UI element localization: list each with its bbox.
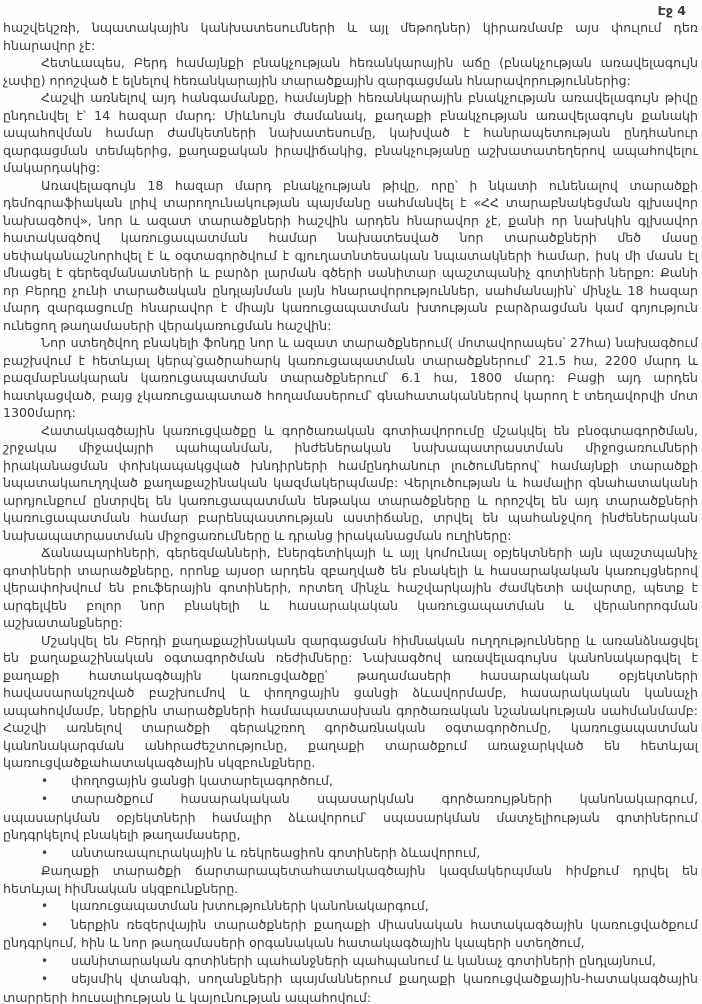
paragraph: Առավելագույն 18 հազար մարդ բնակչության թիվը, որը՝ ի նկատի ունենալով տարածքի դեմոգրաֆիական լրիվ տարողունակության պայմանը սահմանվել է «ՀՀ տարաբնակեցման գլխավոր նախագծով», նոր և ազատ տարածքների հաշվին արդեն հնարավոր չէ, քանի որ նախկին գլխավոր հատակագծով կառուցապատման համար նախատեսված նոր տարածքների մեծ մասը սեփականաշնորհվել է և օգտագործվում է գյուղատնտեսական նպատակների համար, իսկ մի մասն էլ մնացել է գերեզմանատների և բարձր լարման գծերի սանիտար պաշտպանիչ գոտիների ներքո: Քանի որ Բերդը չունի տարածական ընդլայնման լայն հնարավորություններ, սահմանային՝ մինչև 18 հազար մարդ զարգացումը հնարավոր է միայն կառուցապատման խտության բարձրացման կամ գոյություն ունեցող թաղամասերի վերակառուցման հաշվին: bbox=[3, 177, 698, 333]
bullet-icon: • bbox=[41, 773, 49, 788]
bullet-icon: • bbox=[41, 899, 49, 913]
bullet-text: սանիտարական գոտիների պահանջների պահպանում և կանաչ գոտիների ընդլայնում, bbox=[71, 952, 656, 968]
bullet-text: անտառապուրակային և ռեկրեացիոն գոտիների ձևավորում, bbox=[71, 844, 481, 860]
bullet-text: սեյսմիկ վտանգի, սողանքների պայմաններում քաղաքի կառուցվածքային-հատակագծային տարրերի հուսալիության և կայունության ապահովում: bbox=[3, 971, 698, 1004]
bullet-item bbox=[3, 790, 698, 844]
bullet-text: փողոցային ցանցի կատարելագործում, bbox=[71, 772, 333, 788]
paragraph: հաշվեկշռի, նպատակային կանխատեսումների և այլ մեթոդներ) կիրառմամբ այս փուլում դեռ հնարավոր չէ: bbox=[3, 20, 698, 53]
paragraph: Ճանապարհների, գերեզմանների, էներգետիկայի և այլ կոմունալ օբյեկտների այն պաշտպանիչ գոտիների տարածքները, որոնք այսօր արդեն զբաղված են բնակելի և հասարակական կառույցներով վերափոխվում են բուֆերային գոտիների, որտեղ մինչև հաշվարկային ժամկետի ավարտը, պետք է արգելվեն բոլոր նոր բնակելի և հասարակական կառուցապատման և վերանորոգման աշխատանքները: bbox=[3, 545, 698, 630]
bullet-item bbox=[3, 844, 698, 863]
paragraph: Հատակագծային կառուցվածքը և գործառական գոտիավորումը մշակվել են բնօգտագործման, շրջակա միջավայրի պահպանման, ինժեներական նախապատրաստման միջոցառումների իրականացման փոխկապակցված խնդիրների համընդհանուր լուծումներով՝ համայնքի տարածքի նպատակաուղղված քաղաքաշինական կազմակերպմամբ: Վերլուծության և համալիր գնահատականի արդյունքում ընտրվել են կառուցապատման ենթակա տարածքները և որոշվել են այդ տարածքների կառուցապատման համար բարենպաստության աստիճանը, տրվել են պահանջվող ինժեներական նախապատրաստման միջոցառումները և դրանց իրականացման ուղիները: bbox=[3, 422, 698, 543]
bullet-item bbox=[3, 772, 698, 791]
bullet-icon: • bbox=[41, 953, 49, 968]
bullet-icon: • bbox=[41, 792, 49, 806]
paragraph: Մշակվել են Բերդի քաղաքաշինական զարգացման հիմնական ուղղությունները և առանձնացվել են քաղաքաշինական օգտագործման ռեժիմները: Նախագծով առավելագույնս կանոնակարգվել է քաղաքի հատակագծային կառուցվածքը՝ թաղամասերի հասարակական օբյեկտների հավասարակշռված բաշխումով և փողոցային ցանցի ձևավորմամբ, հասարակական կանաչի ապահովմամբ, ներքին տարածքների համապատասխան գործառական նշանակության սահմանմամբ: Հաշվի առնելով տարածքի գերակշռող գործառնական օգտագործումը, կառուցապատման կանոնակարգման անհրաժեշտությունը, քաղաքի տարածքում առաջարկված են հետևյալ կառուցվածքահատակագծային սկզբունքները. bbox=[3, 632, 698, 770]
bullet-text: ներքին ռեզերվային տարածքների քաղաքի միասնական հատակագծային կառուցվածքում ընդգրկում, հին և նոր թաղամասերի օրգանական հատակագծային կապերի ստեղծում, bbox=[3, 916, 698, 950]
bullet-item bbox=[3, 952, 698, 971]
bullet-item bbox=[3, 970, 698, 1004]
bullet-text: կառուցապատման խտությունների կանոնակարգում, bbox=[71, 898, 429, 913]
paragraph: Հետևապես, Բերդ համայնքի բնակչության հեռանկարային աճը (բնակչության առավելագույն չափը) որոշված է ելնելով հեռանկարային տարածքային զարգացման հնարավորություններից: bbox=[3, 55, 698, 88]
paragraph: Քաղաքի տարածքի ճարտարապետահատակագծային կազմակերպման հիմքում դրվել են հետևյալ հիմնական սկզբունքները. bbox=[3, 863, 698, 896]
bullet-item bbox=[3, 897, 698, 916]
paragraph: Հաշվի առնելով այդ հանգամանքը, համայնքի հեռանկարային բնակչության առավելագույն թիվը ընդունվել է՝ 14 հազար մարդ: Միևնույն ժամանակ, քաղաքի բնակչության առավելագույն քանակի ապահովման համար ժամկետների նախատեսումը, կախված է հանրապետության ընդհանուր զարգացման տեմպերից, քաղաքական իրավիճակից, բնակչությանը աշխատատեղերով ապահովելու մակարդակից: bbox=[3, 90, 698, 175]
document-body bbox=[3, 19, 698, 1004]
bullet-icon: • bbox=[41, 845, 49, 860]
bullet-icon: • bbox=[41, 972, 49, 986]
paragraph: Նոր ստեղծվող բնակելի ֆոնդը նոր և ազատ տարածքներում( մոտավորապես՝ 27հա) նախագծում բաշխվում է հետևյալ կերպ՝ցածրահարկ կառուցապատման տարածքներում՝ 21.5 հա, 2200 մարդ և բազմաբնակարան կառուցապատման տարածքներում՝ 6.1 հա, 1800 մարդ: Բացի այդ արդեն հատկացված, բայց չկառուցապատած հողամասերում՝ գնահատականներով կարող է տեղավորվի մոտ 1300մարդ: bbox=[3, 335, 698, 420]
bullet-item bbox=[3, 916, 698, 952]
page-number: Էջ 4 bbox=[657, 3, 686, 18]
bullet-text: տարածքում հասարակական սպասարկման գործառույթների կանոնակարգում, սպասարկման օբյեկտների համալիր ձևավորում՝ սպասարկման մատչելիության գոտիներում ընդգրկելով բնակելի թաղամասերը, bbox=[3, 791, 698, 842]
bullet-icon: • bbox=[41, 917, 49, 932]
